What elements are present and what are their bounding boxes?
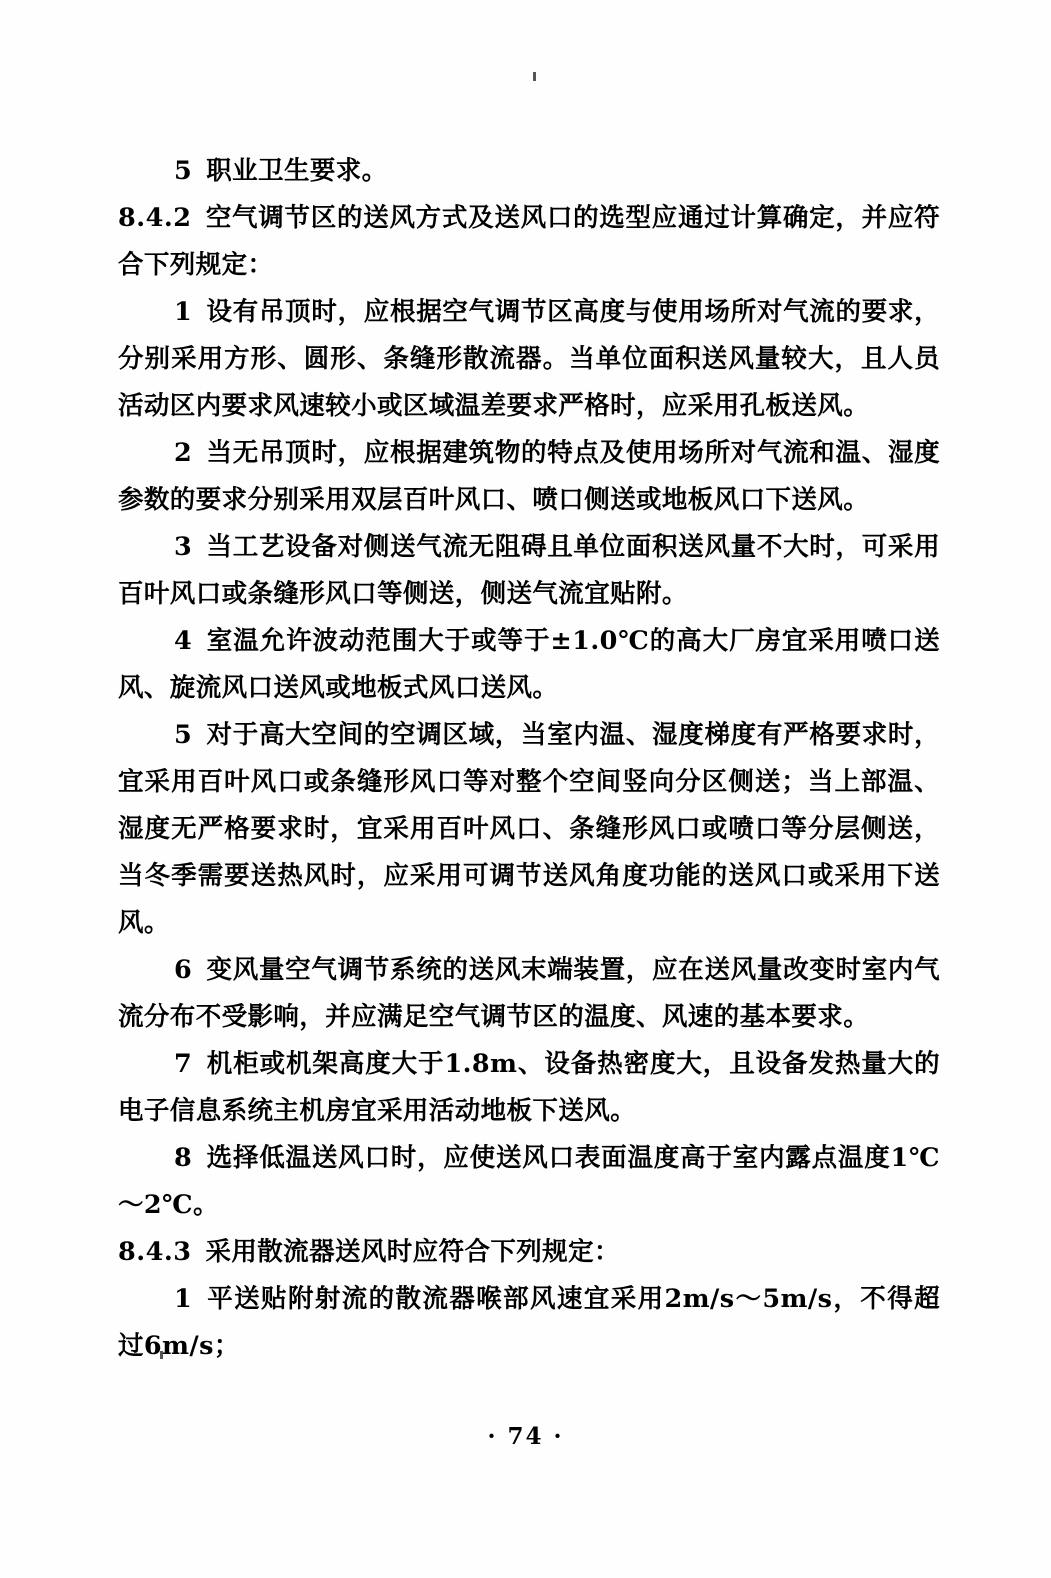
paragraph-clause-8-4-3 xyxy=(118,1229,940,1276)
paragraph-label: 1 xyxy=(174,1284,193,1314)
paragraph-item-8-4-2-6 xyxy=(118,947,940,1041)
paragraph-text: 选择低温送风口时，应使送风口表面温度高于室内露点温度1℃～2℃。 xyxy=(118,1143,940,1220)
paragraph-item-8-4-2-8 xyxy=(118,1135,940,1229)
paragraph-item-8-4-2-7 xyxy=(118,1041,940,1135)
paragraph-text: 机柜或机架高度大于1.8m、设备热密度大，且设备发热量大的电子信息系统主机房宜采用活动地板下送风。 xyxy=(118,1049,940,1126)
paragraph-text: 采用散流器送风时应符合下列规定： xyxy=(205,1237,620,1267)
paragraph-clause-8-4-2 xyxy=(118,195,940,289)
paragraph-text: 设有吊顶时，应根据空气调节区高度与使用场所对气流的要求，分别采用方形、圆形、条缝形散流器。当单位面积送风量较大，且人员活动区内要求风速较小或区域温差要求严格时，应采用孔板送风。 xyxy=(118,297,940,421)
paragraph-item-8-4-3-1 xyxy=(118,1276,940,1370)
paragraph-text: 对于高大空间的空调区域，当室内温、湿度梯度有严格要求时，宜采用百叶风口或条缝形风口等对整个空间竖向分区侧送；当上部温、湿度无严格要求时，宜采用百叶风口、条缝形风口或喷口等分层侧送，当冬季需要送热风时，应采用可调节送风角度功能的送风口或采用下送风。 xyxy=(118,720,940,938)
paragraph-label: 5 xyxy=(174,720,193,750)
paragraph-item-8-4-2-3 xyxy=(118,524,940,618)
page-body xyxy=(118,148,940,1370)
paragraph-label: 3 xyxy=(174,532,193,562)
paragraph-label: 1 xyxy=(174,297,193,327)
paragraph-text: 当无吊顶时，应根据建筑物的特点及使用场所对气流和温、湿度参数的要求分别采用双层百叶风口、喷口侧送或地板风口下送风。 xyxy=(118,438,940,515)
paragraph-text: 空气调节区的送风方式及送风口的选型应通过计算确定，并应符合下列规定： xyxy=(118,203,940,280)
paragraph-label: 8.4.3 xyxy=(118,1237,192,1267)
paragraph-label: 2 xyxy=(174,438,193,468)
paragraph-text: 职业卫生要求。 xyxy=(206,156,388,186)
paragraph-text: 当工艺设备对侧送气流无阻碍且单位面积送风量不大时，可采用百叶风口或条缝形风口等侧送，侧送气流宜贴附。 xyxy=(118,532,940,609)
paragraph-text: 变风量空气调节系统的送风末端装置，应在送风量改变时室内气流分布不受影响，并应满足空气调节区的温度、风速的基本要求。 xyxy=(118,955,940,1032)
page-number: · 74 · xyxy=(487,1423,564,1450)
paragraph-item-5-occupational-health xyxy=(118,148,940,195)
paragraph-label: 5 xyxy=(174,156,193,186)
paragraph-item-8-4-2-1 xyxy=(118,289,940,430)
paragraph-text: 室温允许波动范围大于或等于±1.0℃的高大厂房宜采用喷口送风、旋流风口送风或地板式风口送风。 xyxy=(118,626,940,703)
paragraph-item-8-4-2-2 xyxy=(118,430,940,524)
paragraph-label: 8.4.2 xyxy=(118,203,192,233)
paragraph-label: 7 xyxy=(174,1049,193,1079)
top-registration-mark xyxy=(533,72,536,81)
paragraph-label: 6 xyxy=(174,955,193,985)
paragraph-text: 平送贴附射流的散流器喉部风速宜采用2m/s～5m/s，不得超过6m/s； xyxy=(118,1284,940,1361)
paragraph-item-8-4-2-5 xyxy=(118,712,940,947)
paragraph-label: 4 xyxy=(174,626,193,656)
paragraph-item-8-4-2-4 xyxy=(118,618,940,712)
paragraph-label: 8 xyxy=(174,1143,193,1173)
